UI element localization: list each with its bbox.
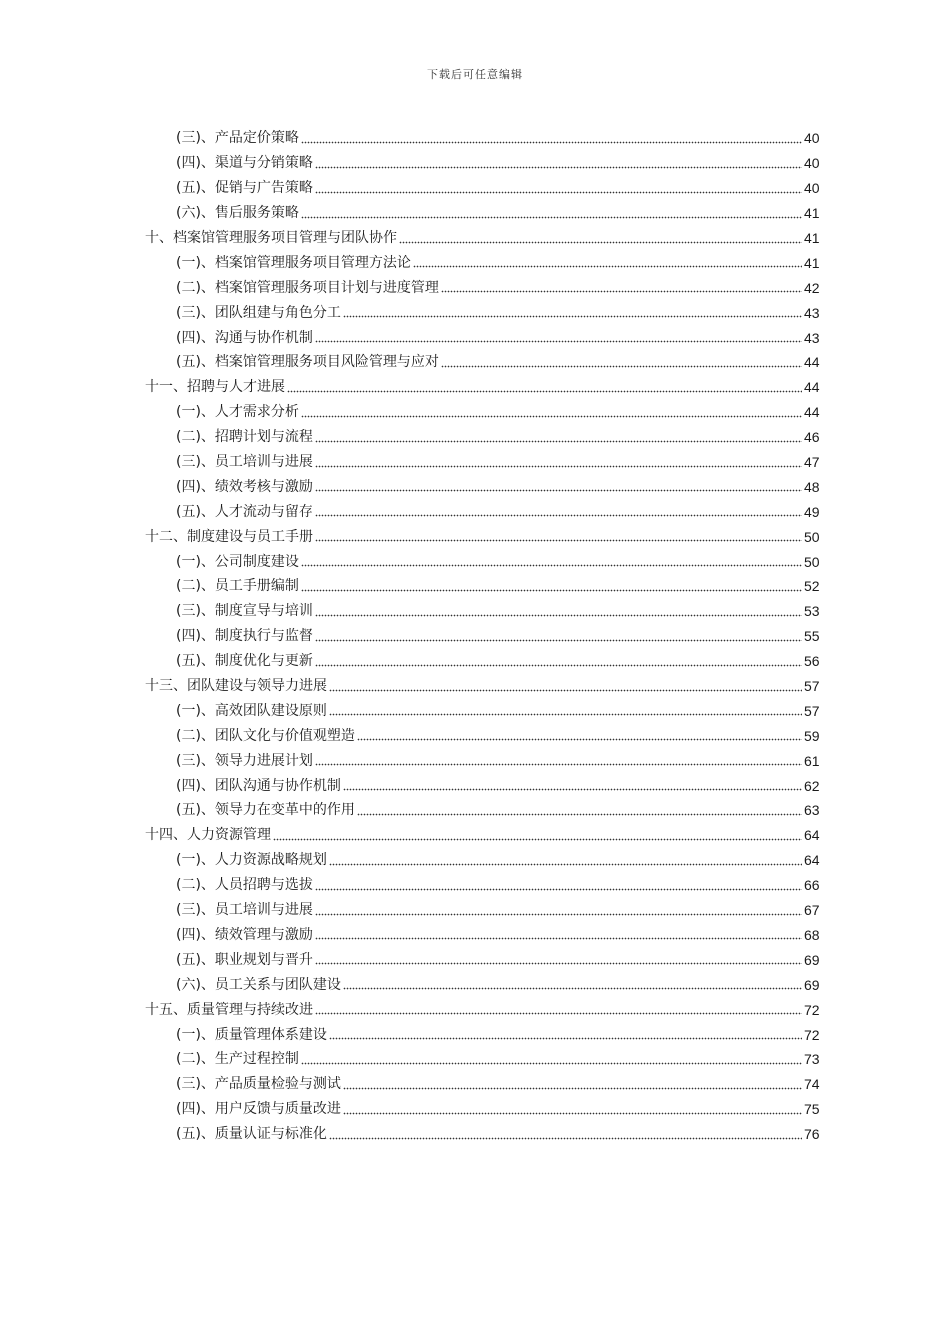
toc-section-entry[interactable] bbox=[0, 723, 950, 748]
toc-page-number-text: 43 bbox=[804, 304, 820, 321]
toc-section-entry[interactable] bbox=[0, 1072, 950, 1097]
toc-dot-leader bbox=[315, 439, 802, 443]
toc-page-number bbox=[804, 602, 950, 620]
toc-page-number bbox=[804, 428, 950, 446]
toc-entry-label: (三)、产品质量检验与测试 bbox=[176, 1076, 341, 1093]
toc-page-number bbox=[804, 179, 950, 197]
toc-dot-leader bbox=[441, 290, 802, 294]
toc-page-number bbox=[804, 627, 950, 645]
toc-entry-label: 十一、招聘与人才进展 bbox=[145, 379, 285, 396]
toc-page-number bbox=[804, 801, 950, 819]
toc-dot-leader bbox=[357, 738, 802, 742]
toc-section-entry[interactable] bbox=[0, 798, 950, 823]
toc-dot-leader bbox=[315, 489, 802, 493]
toc-section-entry[interactable] bbox=[0, 350, 950, 375]
toc-dot-leader bbox=[301, 1061, 802, 1065]
toc-page-number bbox=[804, 204, 950, 222]
toc-section-entry[interactable] bbox=[0, 275, 950, 300]
toc-page-number bbox=[804, 926, 950, 944]
toc-page-number bbox=[804, 1001, 950, 1019]
toc-page-number-text: 61 bbox=[804, 752, 820, 769]
toc-page-number-text: 67 bbox=[804, 902, 820, 919]
toc-section-entry[interactable] bbox=[0, 923, 950, 948]
toc-dot-leader bbox=[343, 1086, 802, 1090]
toc-page-number-text: 40 bbox=[804, 130, 820, 147]
toc-chapter-entry[interactable] bbox=[0, 823, 950, 848]
toc-section-entry[interactable] bbox=[0, 624, 950, 649]
toc-page-number-text: 40 bbox=[804, 155, 820, 172]
toc-entry-label: 十三、团队建设与领导力进展 bbox=[145, 678, 327, 695]
toc-page-number bbox=[804, 851, 950, 869]
toc-page-number-text: 75 bbox=[804, 1101, 820, 1118]
toc-dot-leader bbox=[315, 190, 802, 194]
toc-page-number bbox=[804, 1050, 950, 1068]
toc-dot-leader bbox=[343, 1111, 802, 1115]
toc-dot-leader bbox=[315, 165, 802, 169]
toc-entry-label: (一)、档案馆管理服务项目管理方法论 bbox=[176, 254, 411, 271]
toc-entry-label: (一)、人力资源战略规划 bbox=[176, 852, 327, 869]
toc-dot-leader bbox=[301, 588, 802, 592]
toc-page-number bbox=[804, 403, 950, 421]
toc-page-number bbox=[804, 577, 950, 595]
toc-entry-label: (二)、招聘计划与流程 bbox=[176, 429, 313, 446]
toc-section-entry[interactable] bbox=[0, 126, 950, 151]
toc-page-number bbox=[804, 453, 950, 471]
toc-chapter-entry[interactable] bbox=[0, 375, 950, 400]
toc-page-number-text: 44 bbox=[804, 379, 820, 396]
toc-page-number bbox=[804, 677, 950, 695]
toc-entry-label: (六)、售后服务策略 bbox=[176, 205, 299, 222]
toc-section-entry[interactable] bbox=[0, 1122, 950, 1147]
toc-section-entry[interactable] bbox=[0, 649, 950, 674]
toc-page-number-text: 74 bbox=[804, 1076, 820, 1093]
toc-entry-label: (四)、用户反馈与质量改进 bbox=[176, 1101, 341, 1118]
toc-dot-leader bbox=[301, 414, 802, 418]
toc-page-number-text: 49 bbox=[804, 503, 820, 520]
toc-page-number bbox=[804, 1125, 950, 1143]
toc-dot-leader bbox=[343, 788, 802, 792]
toc-page-number bbox=[804, 976, 950, 994]
toc-entry-label: (二)、档案馆管理服务项目计划与进度管理 bbox=[176, 279, 439, 296]
toc-page-number-text: 64 bbox=[804, 827, 820, 844]
toc-entry-label: (四)、绩效考核与激励 bbox=[176, 478, 313, 495]
toc-page-number bbox=[804, 279, 950, 297]
toc-page-number bbox=[804, 129, 950, 147]
toc-dot-leader bbox=[357, 812, 802, 816]
toc-page-number bbox=[804, 1075, 950, 1093]
toc-page-number bbox=[804, 353, 950, 371]
toc-page-number bbox=[804, 652, 950, 670]
toc-page-number-text: 50 bbox=[804, 528, 820, 545]
toc-section-entry[interactable] bbox=[0, 972, 950, 997]
toc-entry-label: (三)、员工培训与进展 bbox=[176, 454, 313, 471]
toc-page-number-text: 41 bbox=[804, 230, 820, 246]
toc-entry-label: (一)、高效团队建设原则 bbox=[176, 702, 327, 719]
toc-dot-leader bbox=[329, 688, 802, 692]
toc-page-number bbox=[804, 702, 950, 720]
toc-dot-leader bbox=[413, 265, 802, 269]
toc-dot-leader bbox=[343, 987, 802, 991]
toc-page-number-text: 69 bbox=[804, 976, 820, 993]
toc-chapter-entry[interactable] bbox=[0, 226, 950, 251]
toc-entry-label: (四)、沟通与协作机制 bbox=[176, 329, 313, 346]
toc-dot-leader bbox=[315, 514, 802, 518]
toc-entry-label: (一)、公司制度建设 bbox=[176, 553, 299, 570]
toc-entry-label: (三)、产品定价策略 bbox=[176, 130, 299, 147]
toc-page-number bbox=[804, 503, 950, 521]
toc-entry-label: (五)、质量认证与标准化 bbox=[176, 1126, 327, 1143]
toc-page-number-text: 76 bbox=[804, 1126, 820, 1143]
toc-dot-leader bbox=[301, 140, 802, 144]
toc-dot-leader bbox=[315, 340, 802, 344]
toc-section-entry[interactable] bbox=[0, 474, 950, 499]
toc-section-entry[interactable] bbox=[0, 1022, 950, 1047]
toc-page-number-text: 57 bbox=[804, 702, 820, 719]
toc-entry-label: (四)、团队沟通与协作机制 bbox=[176, 777, 341, 794]
toc-entry-label: 十、档案馆管理服务项目管理与团队协作 bbox=[145, 230, 397, 246]
toc-section-entry[interactable] bbox=[0, 250, 950, 275]
toc-dot-leader bbox=[315, 663, 802, 667]
toc-section-entry[interactable] bbox=[0, 748, 950, 773]
toc-dot-leader bbox=[315, 1012, 802, 1016]
toc-entry-label: (三)、员工培训与进展 bbox=[176, 902, 313, 919]
toc-page-number bbox=[804, 1100, 950, 1118]
toc-page-number-text: 44 bbox=[804, 354, 820, 371]
toc-page-number-text: 59 bbox=[804, 727, 820, 744]
toc-dot-leader bbox=[399, 240, 802, 244]
toc-page-number-text: 50 bbox=[804, 553, 820, 570]
toc-dot-leader bbox=[287, 389, 802, 393]
toc-page-number-text: 56 bbox=[804, 653, 820, 670]
toc-section-entry[interactable] bbox=[0, 499, 950, 524]
toc-page-number bbox=[804, 826, 950, 844]
toc-entry-label: (六)、员工关系与团队建设 bbox=[176, 976, 341, 993]
toc-page-number-text: 44 bbox=[804, 404, 820, 421]
toc-entry-label: (三)、制度宣导与培训 bbox=[176, 603, 313, 620]
toc-section-entry[interactable] bbox=[0, 300, 950, 325]
toc-chapter-entry[interactable] bbox=[0, 674, 950, 699]
toc-page-number-text: 57 bbox=[804, 678, 820, 695]
toc-entry-label: 十四、人力资源管理 bbox=[145, 827, 271, 844]
toc-entry-label: (五)、领导力在变革中的作用 bbox=[176, 802, 355, 819]
toc-section-entry[interactable] bbox=[0, 1047, 950, 1072]
toc-dot-leader bbox=[301, 564, 802, 568]
toc-section-entry[interactable] bbox=[0, 947, 950, 972]
toc-section-entry[interactable] bbox=[0, 450, 950, 475]
toc-page-number-text: 69 bbox=[804, 951, 820, 968]
toc-section-entry[interactable] bbox=[0, 325, 950, 350]
toc-section-entry[interactable] bbox=[0, 773, 950, 798]
toc-page-number bbox=[804, 378, 950, 396]
toc-section-entry[interactable] bbox=[0, 151, 950, 176]
toc-entry-label: 十二、制度建设与员工手册 bbox=[145, 528, 313, 545]
table-of-contents bbox=[0, 126, 950, 1147]
toc-chapter-entry[interactable] bbox=[0, 524, 950, 549]
toc-page-number-text: 68 bbox=[804, 926, 820, 943]
toc-section-entry[interactable] bbox=[0, 848, 950, 873]
page-header: 下载后可任意编辑 bbox=[427, 68, 523, 81]
toc-dot-leader bbox=[329, 862, 802, 866]
toc-page-number bbox=[804, 951, 950, 969]
toc-entry-label: (四)、制度执行与监督 bbox=[176, 628, 313, 645]
toc-dot-leader bbox=[329, 713, 802, 717]
toc-page-number-text: 73 bbox=[804, 1051, 820, 1068]
toc-page-number-text: 48 bbox=[804, 478, 820, 495]
toc-entry-label: (二)、人员招聘与选拔 bbox=[176, 877, 313, 894]
toc-dot-leader bbox=[329, 1037, 802, 1041]
toc-page-number-text: 41 bbox=[804, 254, 820, 271]
toc-page-number bbox=[804, 777, 950, 795]
toc-entry-label: (五)、促销与广告策略 bbox=[176, 180, 313, 197]
toc-entry-label: (三)、团队组建与角色分工 bbox=[176, 304, 341, 321]
toc-dot-leader bbox=[315, 937, 802, 941]
toc-entry-label: (一)、人才需求分析 bbox=[176, 404, 299, 421]
toc-page-number-text: 41 bbox=[804, 205, 820, 222]
toc-page-number-text: 47 bbox=[804, 454, 820, 471]
toc-entry-label: (三)、领导力进展计划 bbox=[176, 752, 313, 769]
toc-page-number bbox=[804, 229, 950, 247]
toc-page-number bbox=[804, 553, 950, 571]
toc-entry-label: (四)、绩效管理与激励 bbox=[176, 926, 313, 943]
toc-section-entry[interactable] bbox=[0, 873, 950, 898]
toc-page-number-text: 66 bbox=[804, 877, 820, 894]
toc-dot-leader bbox=[315, 464, 802, 468]
toc-page-number bbox=[804, 329, 950, 347]
toc-dot-leader bbox=[315, 613, 802, 617]
toc-page-number bbox=[804, 478, 950, 496]
toc-section-entry[interactable] bbox=[0, 898, 950, 923]
toc-section-entry[interactable] bbox=[0, 599, 950, 624]
toc-page-number-text: 46 bbox=[804, 429, 820, 446]
toc-page-number-text: 52 bbox=[804, 578, 820, 595]
toc-entry-label: (五)、制度优化与更新 bbox=[176, 653, 313, 670]
toc-page-number bbox=[804, 154, 950, 172]
toc-dot-leader bbox=[315, 962, 802, 966]
toc-section-entry[interactable] bbox=[0, 176, 950, 201]
toc-dot-leader bbox=[329, 1136, 802, 1140]
toc-page-number bbox=[804, 876, 950, 894]
toc-section-entry[interactable] bbox=[0, 549, 950, 574]
toc-dot-leader bbox=[343, 315, 802, 319]
toc-page-number-text: 64 bbox=[804, 852, 820, 869]
toc-page-number bbox=[804, 304, 950, 322]
toc-entry-label: (五)、人才流动与留存 bbox=[176, 503, 313, 520]
toc-page-number-text: 43 bbox=[804, 329, 820, 346]
toc-page-number bbox=[804, 1026, 950, 1044]
toc-page-number-text: 63 bbox=[804, 802, 820, 819]
toc-section-entry[interactable] bbox=[0, 698, 950, 723]
toc-page-number bbox=[804, 901, 950, 919]
toc-entry-label: (二)、员工手册编制 bbox=[176, 578, 299, 595]
toc-page-number bbox=[804, 752, 950, 770]
toc-entry-label: (四)、渠道与分销策略 bbox=[176, 155, 313, 172]
toc-entry-label: (五)、职业规划与晋升 bbox=[176, 951, 313, 968]
toc-dot-leader bbox=[315, 887, 802, 891]
toc-page-number bbox=[804, 254, 950, 272]
toc-section-entry[interactable] bbox=[0, 1097, 950, 1122]
toc-dot-leader bbox=[315, 763, 802, 767]
toc-dot-leader bbox=[441, 364, 802, 368]
toc-page-number bbox=[804, 727, 950, 745]
toc-section-entry[interactable] bbox=[0, 425, 950, 450]
toc-chapter-entry[interactable] bbox=[0, 997, 950, 1022]
toc-page-number-text: 55 bbox=[804, 628, 820, 645]
toc-page-number-text: 62 bbox=[804, 777, 820, 794]
toc-page-number-text: 72 bbox=[804, 1026, 820, 1043]
toc-dot-leader bbox=[315, 912, 802, 916]
toc-section-entry[interactable] bbox=[0, 201, 950, 226]
toc-page-number-text: 42 bbox=[804, 279, 820, 296]
toc-entry-label: (二)、生产过程控制 bbox=[176, 1051, 299, 1068]
toc-page-number bbox=[804, 528, 950, 546]
toc-dot-leader bbox=[273, 837, 802, 841]
toc-dot-leader bbox=[301, 215, 802, 219]
toc-entry-label: (五)、档案馆管理服务项目风险管理与应对 bbox=[176, 354, 439, 371]
toc-page-number-text: 53 bbox=[804, 603, 820, 620]
toc-dot-leader bbox=[315, 539, 802, 543]
toc-page-number-text: 72 bbox=[804, 1001, 820, 1018]
toc-entry-label: (二)、团队文化与价值观塑造 bbox=[176, 727, 355, 744]
toc-page-number-text: 40 bbox=[804, 180, 820, 197]
toc-entry-label: (一)、质量管理体系建设 bbox=[176, 1026, 327, 1043]
toc-dot-leader bbox=[315, 638, 802, 642]
toc-section-entry[interactable] bbox=[0, 400, 950, 425]
toc-section-entry[interactable] bbox=[0, 574, 950, 599]
toc-entry-label: 十五、质量管理与持续改进 bbox=[145, 1001, 313, 1018]
